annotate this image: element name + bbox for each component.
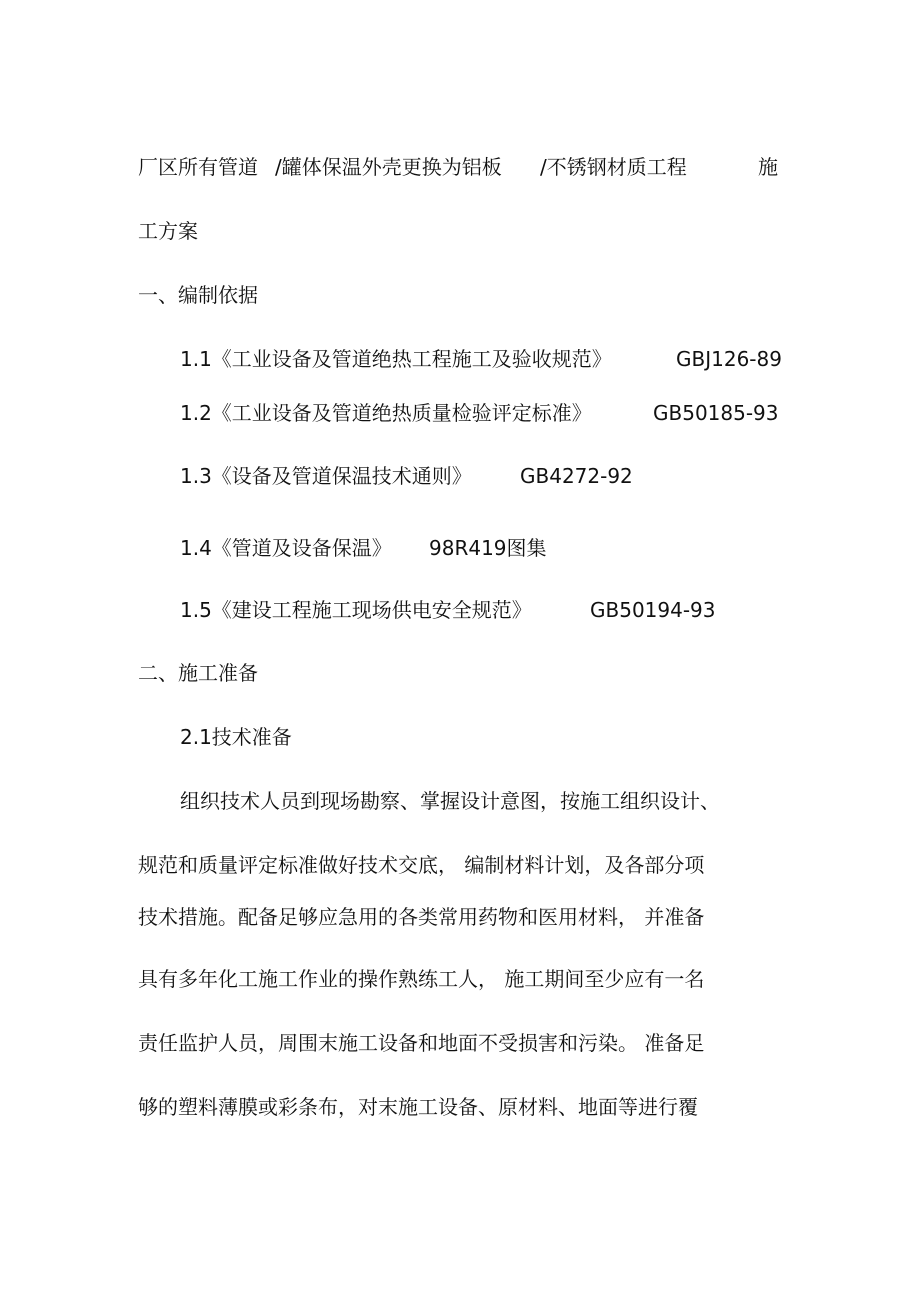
reference-title: 1.5《建设工程施工现场供电安全规范》	[180, 598, 532, 622]
reference-code: GB50185-93	[653, 401, 779, 425]
section-heading-basis: 一、编制依据	[138, 283, 258, 307]
section-heading-preparation: 二、施工准备	[138, 661, 258, 685]
title-part-1: 厂区所有管道	[138, 155, 258, 179]
title-part-4: 施	[758, 155, 778, 179]
document-title-line-2: 工方案	[138, 219, 198, 243]
reference-title: 1.4《管道及设备保温》	[180, 536, 392, 560]
reference-code: 98R419图集	[429, 536, 547, 560]
reference-title: 1.3《设备及管道保温技术通则》	[180, 464, 472, 488]
paragraph-line: 组织技术人员到现场勘察、掌握设计意图，按施工组织设计、	[180, 789, 720, 813]
reference-title: 1.1《工业设备及管道绝热工程施工及验收规范》	[180, 347, 612, 371]
sub-heading-technical-preparation: 2.1技术准备	[180, 725, 292, 749]
paragraph-line: 够的塑料薄膜或彩条布，对末施工设备、原材料、地面等进行覆	[138, 1095, 698, 1119]
paragraph-line: 责任监护人员，周围末施工设备和地面不受损害和污染。 准备足	[138, 1031, 705, 1055]
title-part-2: /罐体保温外壳更换为铝板	[275, 155, 502, 179]
paragraph-line: 技术措施。配备足够应急用的各类常用药物和医用材料， 并准备	[138, 905, 705, 929]
reference-title: 1.2《工业设备及管道绝热质量检验评定标准》	[180, 401, 592, 425]
paragraph-line: 具有多年化工施工作业的操作熟练工人， 施工期间至少应有一名	[138, 967, 705, 991]
reference-code: GBJ126-89	[676, 347, 782, 371]
reference-code: GB4272-92	[520, 464, 633, 488]
paragraph-line: 规范和质量评定标准做好技术交底， 编制材料计划，及各部分项	[138, 853, 705, 877]
title-part-3: /不锈钢材质工程	[540, 155, 687, 179]
reference-code: GB50194-93	[590, 598, 716, 622]
